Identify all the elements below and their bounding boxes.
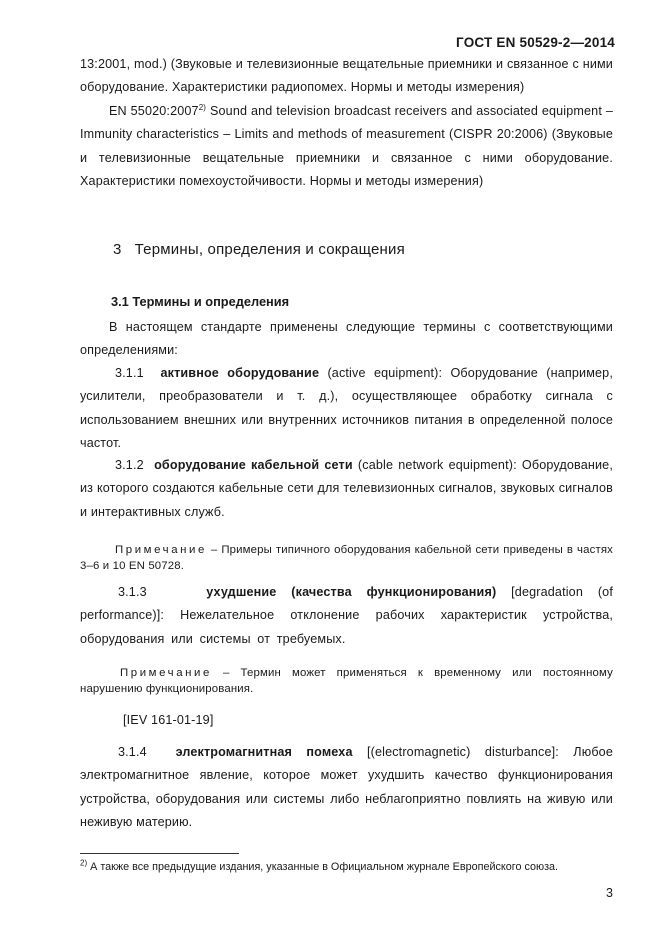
reference-continuation: 13:2001, mod.) (Звуковые и телевизионные вещательные приемники и связанное с ними оборудование. Характеристики радиопомех. Нормы и методы измерения) [80, 57, 613, 95]
term-definition: [degradation (of performance)]: Нежелательное отклонение рабочих характеристик устройства, оборудования или системы от требуемых. [80, 585, 613, 646]
note-text: – Термин может применяться к временному или постоянному нарушению функционирования. [80, 667, 613, 695]
term-number: 3.1.1 [115, 366, 144, 380]
page-number: 3 [606, 886, 613, 900]
footnote [80, 858, 559, 873]
term-3-1-1 [80, 362, 613, 455]
reference-code: EN 55020:2007 [109, 104, 199, 118]
term-number: 3.1.3 [118, 585, 147, 599]
term-definition: (cable network equipment): Оборудование, из которого создаются кабельные сети для телевизионных сигналов, звуковых сигналов и интерактивных служб. [80, 458, 613, 519]
section-number: 3 [113, 241, 122, 258]
subsection-3-1-heading: 3.1 Термины и определения [111, 294, 290, 309]
term-number: 3.1.2 [115, 458, 144, 472]
term-definition: [(electromagnetic) disturbance]: Любое электромагнитное явление, которое может ухудшить качество функционирования устройства, оборудования или системы либо неблагоприятно повлиять на живую или неживую материю. [80, 745, 613, 829]
reference-text: Sound and television broadcast receivers and associated equipment – Immunity characteristics – Limits and methods of measurement (CISPR 20:2006) (Звуковые и телевизионные вещательные приемники и связанное с ними оборудование. Характеристики помехоустойчивости. Нормы и методы измерения) [80, 104, 613, 188]
footnote-text: А также все предыдущие издания, указанные в Официальном журнале Европейского союза. [87, 861, 559, 873]
term-name: электромагнитная помеха [175, 745, 353, 759]
footnote-ref[interactable]: 2) [198, 102, 207, 112]
footnote-mark: 2) [80, 858, 88, 868]
note-1 [80, 542, 613, 574]
intro-paragraph: В настоящем стандарте применены следующие термины с соответствующими определениями: [80, 320, 613, 358]
term-name: оборудование кабельной сети [154, 458, 353, 472]
term-name: ухудшение (качества функционирования) [206, 585, 497, 599]
term-3-1-2 [80, 454, 613, 524]
term-3-1-3 [80, 581, 613, 651]
section-title: Термины, определения и сокращения [134, 241, 405, 258]
term-number: 3.1.4 [118, 745, 147, 759]
term-name: активное оборудование [160, 366, 320, 380]
reference-en55020 [80, 100, 613, 193]
note-2 [80, 665, 613, 697]
section-3-heading [113, 241, 405, 258]
standard-header: ГОСТ EN 50529-2—2014 [456, 35, 615, 50]
term-definition: (active equipment): Оборудование (например, усилители, преобразователи и т. д.), осуществляющее обработку сигнала с использованием внешних или внутренних источников питания в определенной полосе частот. [80, 366, 613, 450]
footnote-separator [80, 853, 239, 854]
note-text: – Примеры типичного оборудования кабельной сети приведены в частях 3–6 и 10 EN 50728. [80, 544, 613, 572]
note-label: Примечание [115, 544, 207, 556]
iev-reference: [IEV 161-01-19] [123, 713, 214, 727]
term-3-1-4 [80, 741, 613, 834]
note-label: Примечание [120, 667, 212, 679]
